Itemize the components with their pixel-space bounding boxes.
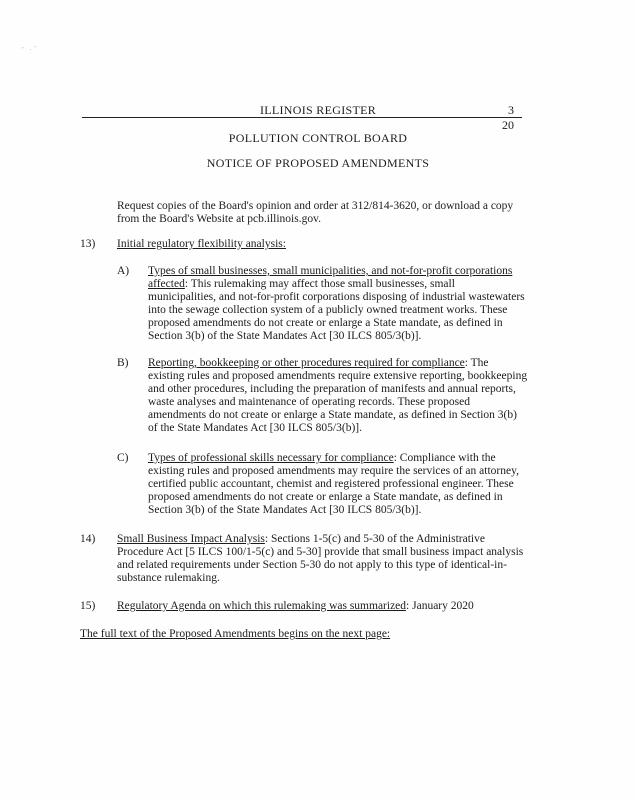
agency-name: POLLUTION CONTROL BOARD	[228, 131, 408, 145]
item-13b-label: B)	[117, 357, 129, 369]
notice-title: NOTICE OF PROPOSED AMENDMENTS	[206, 156, 430, 170]
item-13c-line-0	[148, 452, 528, 465]
item-13c-label: C)	[117, 452, 129, 464]
item-13b-text: and other procedures, including the preparation of manifests and annual reports,	[148, 383, 516, 395]
item-15-number: 15)	[80, 600, 96, 612]
item-13a-line-0	[148, 265, 528, 278]
item-13a-heading-2: affected	[148, 278, 185, 290]
item-15-heading: Regulatory Agenda on which this rulemaking was summarized	[117, 600, 407, 612]
item-14-text: and related requirements under Section 5-30 do not apply to this type of identical-in-	[117, 559, 507, 571]
item-13a-text: into the sewage collection system of a publicly owned treatment works. These	[148, 304, 508, 316]
item-13b-text: of the State Mandates Act [30 ILCS 805/3(b)].	[148, 422, 362, 434]
item-13-heading-text: Initial regulatory flexibility analysis:	[117, 238, 286, 250]
closing-statement	[80, 628, 390, 641]
intro-line-1: Request copies of the Board's opinion and order at 312/814-3620, or download a copy	[117, 200, 514, 212]
item-14-line-0	[117, 533, 537, 546]
item-13c-paragraph	[148, 452, 528, 517]
closing-statement-text: The full text of the Proposed Amendments begins on the next page:	[80, 628, 391, 640]
item-15-value: : January 2020	[406, 600, 474, 612]
item-13b-line-0	[148, 357, 528, 370]
header-divider	[82, 117, 522, 118]
scan-artifact: ﾞ · ﾞ	[21, 45, 40, 55]
register-title: ILLINOIS REGISTER	[259, 103, 377, 117]
item-13c-text: : Compliance with the	[393, 452, 496, 464]
item-13c-text: certified public accountant, chemist and registered professional engineer. These	[148, 478, 514, 490]
item-13a-text: proposed amendments do not create or enlarge a State mandate, as defined in	[148, 317, 503, 329]
intro-paragraph	[117, 200, 537, 226]
item-13b-text: : The	[464, 357, 489, 369]
item-13a-text: Section 3(b) of the State Mandates Act [30 ILCS 805/3(b)].	[148, 330, 422, 342]
item-13c-heading: Types of professional skills necessary for compliance	[148, 452, 394, 464]
item-13a-paragraph	[148, 265, 528, 343]
item-13a-heading: Types of small businesses, small municipalities, and not-for-profit corporations	[148, 265, 513, 277]
item-13b-text: waste analyses and maintenance of operating records. These proposed	[148, 396, 470, 408]
item-13c-text: existing rules and proposed amendments may require the services of an attorney,	[148, 465, 519, 477]
item-14-number: 14)	[80, 533, 96, 545]
item-13b-paragraph	[148, 357, 528, 435]
item-13c-text: proposed amendments do not create or enlarge a State mandate, as defined in	[148, 491, 503, 503]
item-13-heading	[117, 238, 286, 251]
item-13c-text: Section 3(b) of the State Mandates Act [30 ILCS 805/3(b)].	[148, 504, 422, 516]
item-13a-text: municipalities, and not-for-profit corporations disposing of industrial wastewaters	[148, 291, 525, 303]
item-14-text: : Sections 1-5(c) and 5-30 of the Administrative	[264, 533, 485, 545]
volume-number: 20	[502, 118, 514, 132]
item-13a-line-1	[148, 278, 528, 291]
page-number: 3	[508, 103, 514, 117]
item-15-paragraph	[117, 600, 537, 613]
item-13b-text: existing rules and proposed amendments require extensive reporting, bookkeeping	[148, 370, 528, 382]
item-13a-label: A)	[117, 265, 130, 277]
item-14-heading: Small Business Impact Analysis	[117, 533, 265, 545]
item-14-text: Procedure Act [5 ILCS 100/1-5(c) and 5-30] provide that small business impact analysis	[117, 546, 524, 558]
item-14-text: substance rulemaking.	[117, 572, 220, 584]
item-13-number: 13)	[80, 238, 96, 250]
item-13b-text: amendments do not create or enlarge a State mandate, as defined in Section 3(b)	[148, 409, 517, 421]
item-14-paragraph	[117, 533, 537, 585]
item-13a-text: : This rulemaking may affect those small businesses, small	[184, 278, 455, 290]
intro-line-2: from the Board's Website at pcb.illinois.gov.	[117, 213, 321, 225]
item-13b-heading: Reporting, bookkeeping or other procedures required for compliance	[148, 357, 465, 369]
